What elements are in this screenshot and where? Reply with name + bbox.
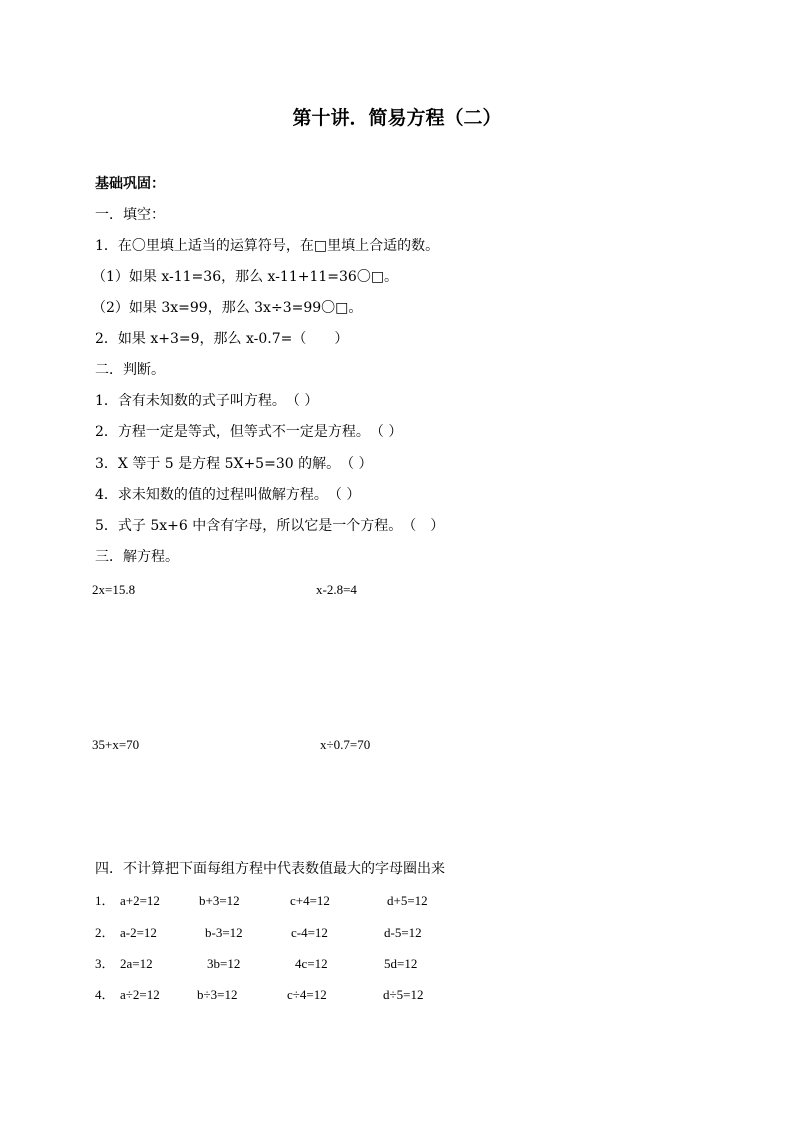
judge-item: 4．求未知数的值的过程叫做解方程。 （ ） [95,487,361,503]
equation: c-4=12 [291,925,328,940]
equation: 2x=15.8 [92,582,136,597]
equation: 4c=12 [295,956,328,971]
judge-item: 1．含有未知数的式子叫方程。 （ ） [95,393,319,409]
part3-heading: 三．解方程。 [95,549,179,565]
equation: b-3=12 [205,925,243,940]
equation: d-5=12 [384,925,422,940]
equation: 35+x=70 [92,737,140,752]
equation: c÷4=12 [287,987,327,1002]
judge-item: 3．X 等于 5 是方程 5X+5=30 的解。 （ ） [95,456,373,472]
equation: b+3=12 [199,893,240,908]
equation: d÷5=12 [383,987,424,1002]
equation: x-2.8=4 [316,582,357,597]
row-number: 4． [95,987,115,1002]
part1-question-1-1: （1）如果 x-11=36，那么 x-11+11=36〇□。 [92,269,399,285]
page-title: 第十讲．简易方程（二） [292,107,502,129]
equation: a+2=12 [120,893,160,908]
part1-question-2: 2．如果 x+3=9，那么 x-0.7=（ ） [95,331,349,347]
equation: a-2=12 [120,925,157,940]
part1-question-1-2: （2）如果 3x=99，那么 3x÷3=99〇□。 [92,300,363,316]
row-number: 2． [95,925,115,940]
equation: x÷0.7=70 [320,737,371,752]
row-number: 3． [95,956,115,971]
row-number: 1． [95,893,115,908]
equation: c+4=12 [290,893,330,908]
equation: b÷3=12 [197,987,238,1002]
equation: 3b=12 [207,956,241,971]
part4-heading: 四．不计算把下面每组方程中代表数值最大的字母圈出来 [95,861,445,877]
section-basic-heading: 基础巩固： [95,176,165,192]
equation: 5d=12 [384,956,418,971]
judge-item: 2．方程一定是等式，但等式不一定是方程。 （ ） [95,424,403,440]
judge-item: 5．式子 5x+6 中含有字母，所以它是一个方程。 （ ） [95,518,445,534]
part2-heading: 二．判断。 [95,362,165,378]
part1-heading: 一．填空： [95,207,165,223]
equation: 2a=12 [120,956,153,971]
equation: d+5=12 [387,893,428,908]
part1-question-1: 1．在〇里填上适当的运算符号，在□里填上合适的数。 [95,238,440,254]
equation: a÷2=12 [120,987,160,1002]
